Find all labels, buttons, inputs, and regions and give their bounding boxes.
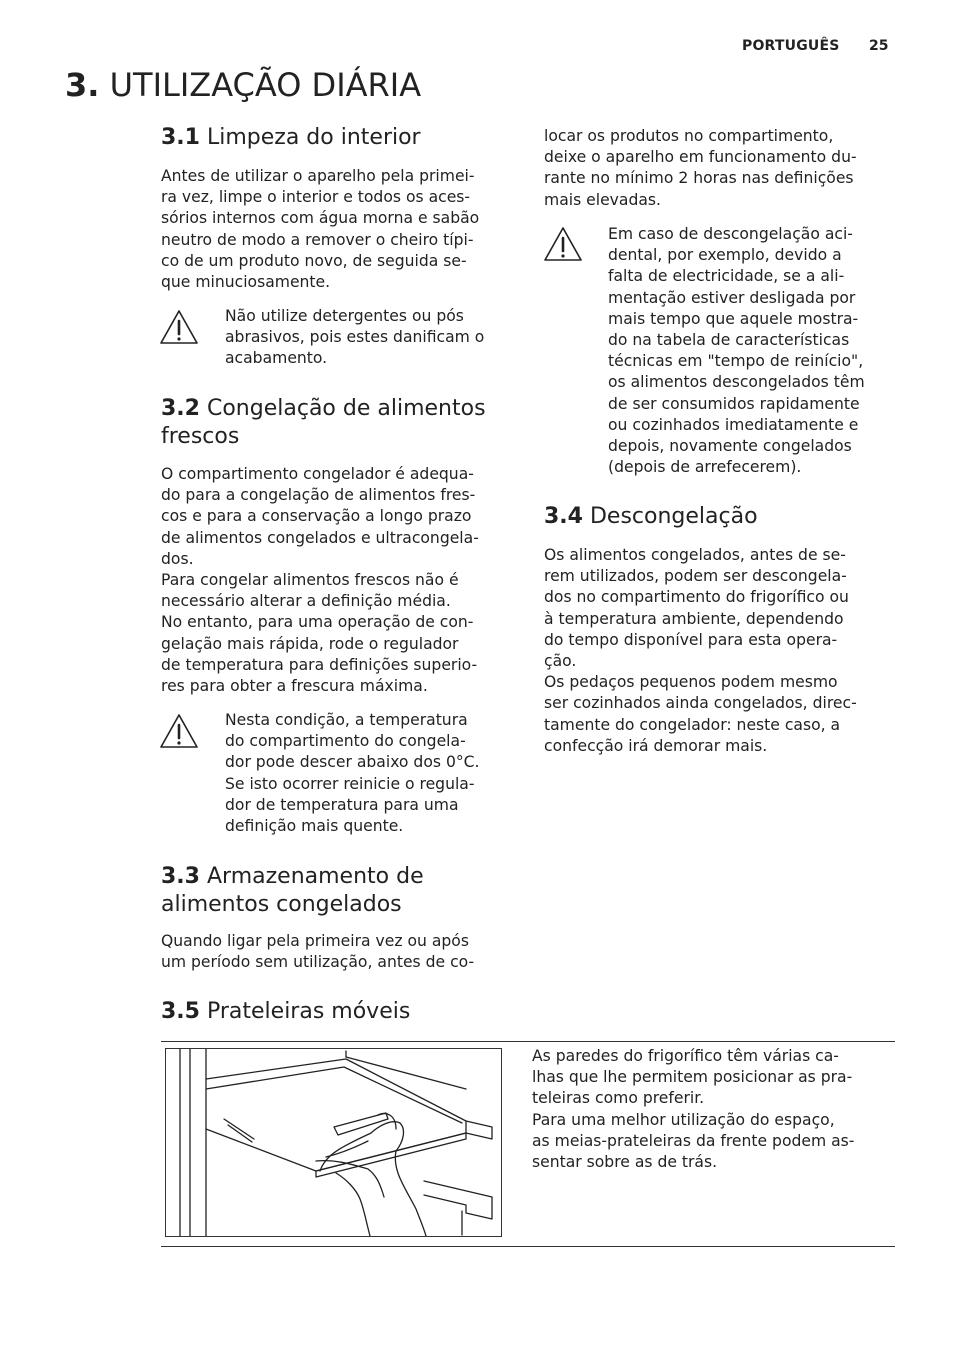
shelf-drawing <box>166 1049 501 1236</box>
text-line: co de um produto novo, de seguida se- <box>161 251 467 270</box>
text-line: Os alimentos congelados, antes de se- <box>544 546 846 564</box>
section-heading-3-3 <box>161 863 424 919</box>
text-line: de ser consumidos rapidamente <box>608 394 860 413</box>
text-line: ção. <box>544 652 577 671</box>
section-title: Limpeza do interior <box>206 125 421 150</box>
section-title: Descongelação <box>589 504 758 529</box>
section-heading-3-5 <box>161 998 410 1026</box>
section-number: 3.5 <box>161 999 200 1024</box>
text-line: (depois de arrefecerem). <box>608 458 802 477</box>
text-line: as meias-prateleiras da frente podem as- <box>532 1131 855 1150</box>
section-number: 3.4 <box>544 504 583 529</box>
text-line: sórios internos com água morna e sabão <box>161 209 480 228</box>
text-line: mais tempo que aquele mostra- <box>608 309 859 328</box>
text-line: Para congelar alimentos frescos não é <box>161 571 459 590</box>
text-line: técnicas em "tempo de reinício", <box>608 352 864 371</box>
section-3-1-warning <box>225 306 484 370</box>
text-line: do na tabela de características <box>608 331 850 350</box>
section-3-2-warning <box>225 710 480 837</box>
text-line: dor pode descer abaixo dos 0°C. <box>225 753 480 772</box>
text-line: Quando ligar pela primeira vez ou após <box>161 932 469 950</box>
text-line: No entanto, para uma operação de con- <box>161 613 474 632</box>
table-bottom-rule <box>161 1246 895 1247</box>
text-line: dos. <box>161 549 194 568</box>
section-title: Prateleiras móveis <box>206 999 411 1024</box>
section-3-2-body <box>161 464 479 697</box>
text-line: do para a congelação de alimentos fres- <box>161 486 476 505</box>
warning-icon <box>159 713 199 749</box>
text-line: Antes de utilizar o aparelho pela primei- <box>161 167 475 185</box>
text-line: teleiras como preferir. <box>532 1089 705 1108</box>
section-title: alimentos congelados <box>161 892 402 917</box>
warning-icon <box>159 309 199 345</box>
section-3-3-body <box>161 931 474 973</box>
text-line: As paredes do frigorífico têm várias ca- <box>532 1047 839 1065</box>
text-line: Não utilize detergentes ou pós <box>225 307 464 325</box>
text-line: à temperatura ambiente, dependendo <box>544 609 844 628</box>
section-heading-3-4 <box>544 503 758 531</box>
text-line: Se isto ocorrer reinicie o regula- <box>225 774 475 793</box>
section-title: Armazenamento de <box>206 864 424 889</box>
text-line: res para obter a frescura máxima. <box>161 677 428 696</box>
text-line: dental, por exemplo, devido a <box>608 246 842 265</box>
section-heading-3-2 <box>161 395 486 451</box>
chapter-title <box>65 66 421 104</box>
section-3-3-body-continued <box>544 126 857 211</box>
text-line: ra vez, limpe o interior e todos os aces- <box>161 188 471 207</box>
text-line: gelação mais rápida, rode o regulador <box>161 634 459 653</box>
text-line: os alimentos descongelados têm <box>608 373 865 392</box>
chapter-title-text: UTILIZAÇÃO DIÁRIA <box>109 66 422 104</box>
shelf-illustration <box>165 1048 502 1237</box>
text-line: de temperatura para definições superio- <box>161 655 478 674</box>
text-line: mentação estiver desligada por <box>608 288 856 307</box>
text-line: necessário alterar a definição média. <box>161 592 451 611</box>
text-line: abrasivos, pois estes danificam o <box>225 328 485 347</box>
section-heading-3-1 <box>161 124 421 152</box>
text-line: O compartimento congelador é adequa- <box>161 465 474 483</box>
text-line: lhas que lhe permitem posicionar as pra- <box>532 1068 853 1087</box>
text-line: tamente do congelador: neste caso, a <box>544 715 841 734</box>
section-3-3-warning <box>608 224 865 478</box>
text-line: que minuciosamente. <box>161 273 331 292</box>
text-line: rante no mínimo 2 horas nas definições <box>544 169 854 188</box>
text-line: rem utilizados, podem ser descongela- <box>544 567 847 586</box>
text-line: sentar sobre as de trás. <box>532 1153 718 1172</box>
text-line: depois, novamente congelados <box>608 437 852 456</box>
header-language: PORTUGUÊS <box>742 38 840 54</box>
chapter-number: 3. <box>65 66 100 104</box>
text-line: Em caso de descongelação aci- <box>608 225 853 243</box>
text-line: dor de temperatura para uma <box>225 795 459 814</box>
text-line: definição mais quente. <box>225 817 404 836</box>
table-top-rule <box>161 1041 895 1042</box>
section-number: 3.1 <box>161 125 200 150</box>
page-number: 25 <box>869 38 889 54</box>
warning-icon <box>543 226 583 262</box>
text-line: ou cozinhados imediatamente e <box>608 415 859 434</box>
text-line: ser cozinhados ainda congelados, direc- <box>544 694 857 713</box>
text-line: falta de electricidade, se a ali- <box>608 267 845 286</box>
section-3-4-body <box>544 545 857 757</box>
section-title: Congelação de alimentos <box>206 396 486 421</box>
text-line: deixe o aparelho em funcionamento du- <box>544 148 857 167</box>
text-line: do tempo disponível para esta opera- <box>544 630 838 649</box>
text-line: mais elevadas. <box>544 190 661 209</box>
text-line: Os pedaços pequenos podem mesmo <box>544 673 838 692</box>
text-line: um período sem utilização, antes de co- <box>161 953 475 972</box>
text-line: cos e para a conservação a longo prazo <box>161 507 472 526</box>
section-title: frescos <box>161 424 240 449</box>
text-line: Nesta condição, a temperatura <box>225 711 468 729</box>
text-line: acabamento. <box>225 349 328 368</box>
section-number: 3.2 <box>161 396 200 421</box>
section-3-5-body <box>532 1046 854 1173</box>
section-3-1-body <box>161 166 479 293</box>
text-line: confecção irá demorar mais. <box>544 736 768 755</box>
text-line: dos no compartimento do frigorífico ou <box>544 588 849 607</box>
text-line: neutro de modo a remover o cheiro típi- <box>161 230 474 249</box>
text-line: locar os produtos no compartimento, <box>544 127 834 145</box>
text-line: do compartimento do congela- <box>225 732 466 751</box>
text-line: de alimentos congelados e ultracongela- <box>161 528 479 547</box>
section-number: 3.3 <box>161 864 200 889</box>
text-line: Para uma melhor utilização do espaço, <box>532 1110 835 1129</box>
